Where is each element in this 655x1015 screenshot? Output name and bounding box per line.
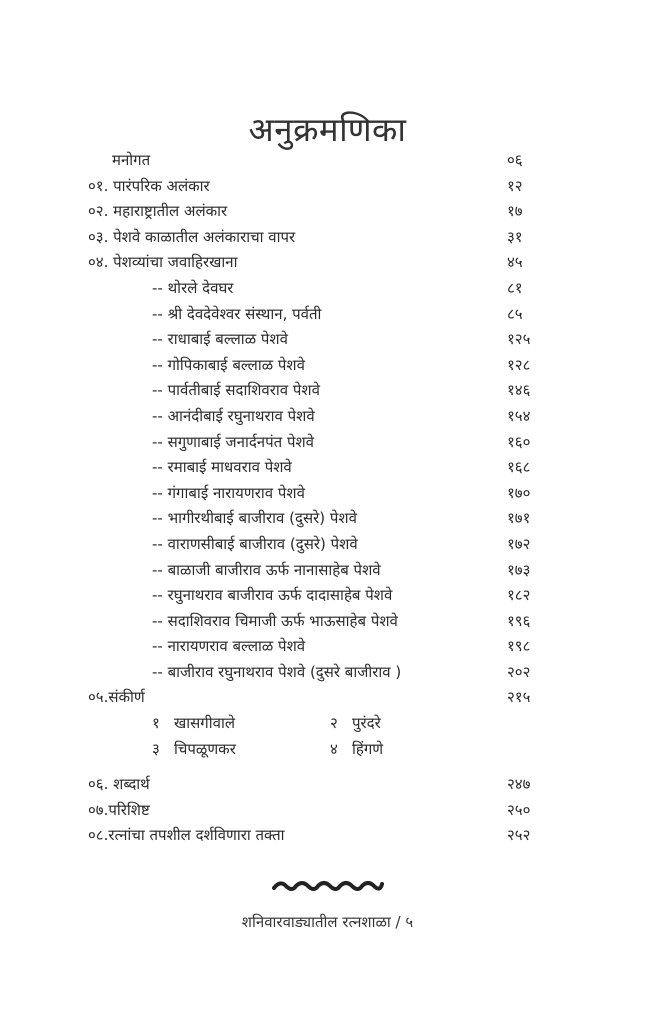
toc-entry-label: -- सगुणाबाई जनार्दनपंत पेशवे [152,432,315,451]
toc-misc-item [330,737,383,763]
toc-entry-label: ०२. महाराष्ट्रातील अलंकार [88,202,228,221]
toc-entry-label: -- वाराणसीबाई बाजीराव (दुसरे) पेशवे [152,534,358,553]
table-of-contents [0,148,655,849]
toc-entry-page: २५० [507,800,531,819]
toc-entry-label: -- आनंदीबाई रघुनाथराव पेशवे [152,406,315,425]
toc-subsection [0,302,655,328]
toc-entry-page: २०२ [507,662,531,681]
toc-subsection [0,378,655,404]
toc-entry-label: -- गंगाबाई नारायणराव पेशवे [152,483,305,502]
toc-entry-page: १२८ [507,355,531,374]
page-title: अनुक्रमणिका [248,110,407,150]
toc-entry-label: ०७.परिशिष्ट [88,800,150,819]
toc-entry-label: ०१. पारंपरिक अलंकार [88,176,210,195]
toc-subsection [0,353,655,379]
toc-misc-row [0,711,655,737]
item-label: खासगीवाले [174,714,236,733]
toc-subsection [0,276,655,302]
toc-entry-label: -- बाजीराव रघुनाथराव पेशवे (दुसरे बाजीराव ) [152,662,402,681]
toc-entry-page: ८१ [507,278,523,297]
toc-entry-label: -- रघुनाथराव बाजीराव ऊर्फ दादासाहेब पेशवे [152,586,393,605]
toc-chapter [0,685,655,711]
toc-entry-label: ०५.संकीर्ण [88,688,145,707]
toc-entry-page: १७१ [507,509,531,528]
toc-subsection [0,634,655,660]
toc-subsection [0,583,655,609]
toc-entry-page: १७३ [507,560,531,579]
toc-subsection [0,481,655,507]
toc-chapter [0,823,655,849]
toc-entry-page: २१५ [507,688,531,707]
toc-entry-page: १६८ [507,458,531,477]
toc-entry-label: ०६. शब्दार्थ [88,775,150,794]
toc-entry-page: ०६ [507,151,523,169]
toc-entry-label: -- पार्वतीबाई सदाशिवराव पेशवे [152,381,320,400]
item-label: हिंगणे [352,739,384,758]
toc-entry-label: -- श्री देवदेवेश्वर संस्थान, पर्वती [152,304,322,323]
toc-subsection [0,558,655,584]
toc-subsection [0,609,655,635]
toc-chapter [0,250,655,276]
toc-subsection [0,455,655,481]
toc-entry-label: -- राधाबाई बल्लाळ पेशवे [152,330,288,349]
page-footer: शनिवारवाड्यातील रत्नशाळा / ५ [241,913,414,931]
toc-chapter [0,798,655,824]
toc-subsection [0,327,655,353]
toc-subsection [0,532,655,558]
toc-entry-page: १६० [507,432,531,451]
toc-chapter [0,225,655,251]
toc-entry-page: १८२ [507,586,531,605]
item-number: २ [330,714,338,733]
toc-entry-label: -- रमाबाई माधवराव पेशवे [152,458,292,477]
toc-entry-page: ३१ [507,227,523,246]
item-number: १ [152,714,160,733]
item-number: ४ [330,739,338,758]
toc-misc-row [0,737,655,763]
toc-entry-page: १७ [507,202,523,221]
toc-entry-page: २४७ [507,775,531,794]
toc-entry-label: -- सदाशिवराव चिमाजी ऊर्फ भाऊसाहेब पेशवे [152,611,398,630]
wave-ornament-icon [0,878,655,898]
toc-entry-label: -- भागीरथीबाई बाजीराव (दुसरे) पेशवे [152,509,357,528]
toc-entry-label: -- थोरले देवघर [152,278,234,297]
toc-misc-item [330,711,381,737]
toc-entry-page: ४५ [507,253,523,272]
toc-subsection [0,506,655,532]
toc-entry-label: -- गोपिकाबाई बल्लाळ पेशवे [152,355,305,374]
toc-subsection [0,660,655,686]
toc-entry-label: मनोगत [112,151,151,169]
spacer [0,762,655,772]
item-number: ३ [152,739,160,758]
toc-entry-page: १९६ [507,611,531,630]
toc-entry-page: १४६ [507,381,531,400]
toc-entry-page: १५४ [507,406,531,425]
item-label: चिपळूणकर [174,739,236,758]
toc-misc-item [152,711,235,737]
toc-entry-page: १२ [507,176,523,195]
toc-chapter [0,174,655,200]
toc-subsection [0,430,655,456]
toc-entry-page: २५२ [507,826,531,845]
toc-entry-page: १७० [507,483,531,502]
toc-entry-label: -- बाळाजी बाजीराव ऊर्फ नानासाहेब पेशवे [152,560,381,579]
toc-chapter [0,772,655,798]
toc-entry-page: ८५ [507,304,523,323]
toc-entry-page: १९८ [507,637,531,656]
toc-entry-intro [0,148,655,174]
item-label: पुरंदरे [352,714,381,733]
toc-entry-label: ०८.रत्नांचा तपशील दर्शविणारा तक्ता [88,826,285,845]
toc-entry-page: १७२ [507,534,531,553]
toc-chapter [0,199,655,225]
toc-subsection [0,404,655,430]
toc-entry-label: ०३. पेशवे काळातील अलंकाराचा वापर [88,227,296,246]
toc-entry-label: ०४. पेशव्यांचा जवाहिरखाना [88,253,238,272]
toc-entry-label: -- नारायणराव बल्लाळ पेशवे [152,637,306,656]
toc-misc-item [152,737,236,763]
toc-entry-page: १२५ [507,330,531,349]
